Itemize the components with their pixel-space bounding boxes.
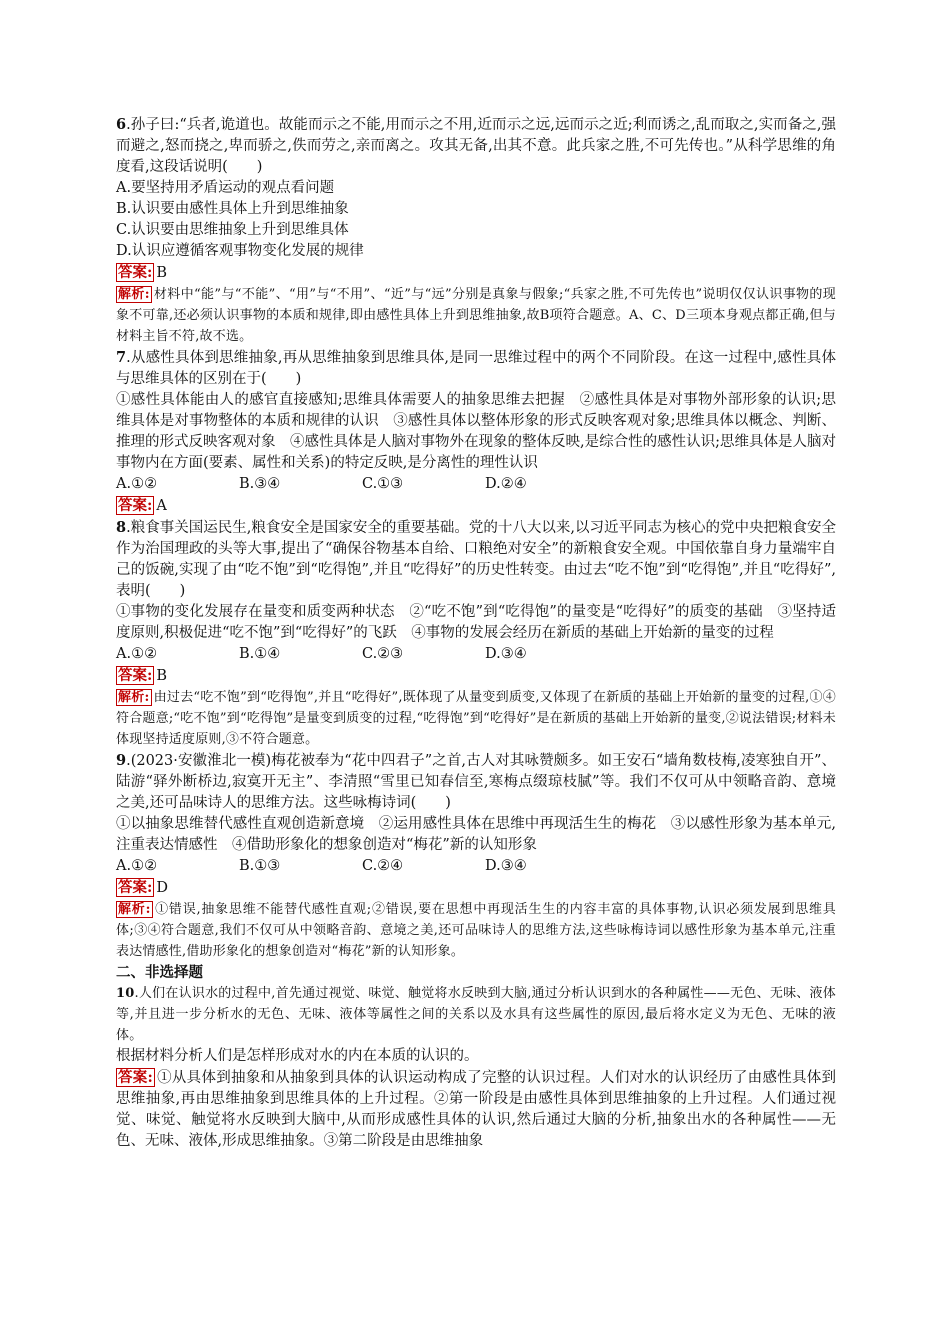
option-d: D.③④ [485,858,527,874]
option-c: C.②③ [362,646,404,662]
option-c: C.①③ [362,476,404,492]
option-b: B.①③ [239,858,281,874]
question-number: 8 [116,519,127,536]
question-8-items: ①事物的变化发展存在量变和质变两种状态 ②“吃不饱”到“吃得饱”的量变是“吃得好”的质变的基础 ③坚持适度原则,积极促进“吃不饱”到“吃得好”的飞跃 ④事物的发展会经历在新质的基础上开始新的量变的过程 [116,604,836,641]
question-10-stem: 10.人们在认识水的过程中,首先通过视觉、味觉、触觉将水反映到大脑,通过分析认识到水的各种属性——无色、无味、液体等,并且进一步分析水的无色、无味、液体等属性之间的关系以及水具有这些属性的原因,最后将水定义为无色、无味的液体。 [116,986,836,1043]
question-8-stem: 8.粮食事关国运民生,粮食安全是国家安全的重要基础。党的十八大以来,以习近平同志为核心的党中央把粮食安全作为治国理政的头等大事,提出了“确保谷物基本自给、口粮绝对安全”的新粮食安全观。中国依靠自身力量端牢自己的饭碗,实现了由“吃不饱”到“吃得饱”,并且“吃得好”的历史性转变。由过去“吃不饱”到“吃得饱”,并且“吃得好”,表明( ) [116,519,836,599]
answer-value: B [156,668,168,684]
answer-tag: 答案: [118,1069,153,1086]
question-number: 9 [116,752,127,769]
option-a: A.①② [116,476,158,492]
question-6-stem: 6.孙子曰:“兵者,诡道也。故能而示之不能,用而示之不用,近而示之远,远而示之近;利而诱之,乱而取之,实而备之,强而避之,怒而挠之,卑而骄之,佚而劳之,亲而离之。攻其无备,出其不意。此兵家之胜,不可先传也。”从科学思维的角度看,这段话说明( ) [116,116,836,175]
option-a: A.①② [116,858,158,874]
section-heading: 二、非选择题 [116,964,203,981]
answer-value: A [156,498,167,514]
answer-line [116,877,836,899]
option-b: B.①④ [239,646,281,662]
option-c: C.认识要由思维抽象上升到思维具体 [116,222,349,238]
question-number: 10 [116,986,135,1001]
question-7-stem: 7.从感性具体到思维抽象,再从思维抽象到思维具体,是同一思维过程中的两个不同阶段。在这一过程中,感性具体与思维具体的区别在于( ) [116,349,836,387]
option-c: C.②④ [362,858,404,874]
answer-tag: 答案: [118,497,153,514]
question-9-items: ①以抽象思维替代感性直观创造新意境 ②运用感性具体在思维中再现活生生的梅花 ③以感性形象为基本单元,注重表达情感性 ④借助形象化的想象创造对“梅花”新的认知形象 [116,816,836,853]
option-a: A.要坚持用矛盾运动的观点看问题 [116,180,335,196]
answer-line [116,665,836,687]
option-b: B.③④ [239,476,281,492]
answer-tag: 答案: [118,264,153,281]
explanation-tag: 解析: [118,690,150,705]
option-a: A.①② [116,646,158,662]
question-number: 6 [116,116,127,133]
explanation: 解析: 由过去“吃不饱”到“吃得饱”,并且“吃得好”,既体现了从量变到质变,又体现了在新质的基础上开始新的量变的过程,①④符合题意;“吃不饱”到“吃得饱”是量变到质变的过程,“吃得饱”到“吃得好”是在新质的基础上开始新的量变,②说法错误;材料未体现坚持适度原则,③不符合题意。 [116,690,837,747]
question-10-ask: 根据材料分析人们是怎样形成对水的内在本质的认识的。 [116,1048,479,1064]
explanation: 解析: 材料中“能”与“不能”、“用”与“不用”、“近”与“远”分别是真象与假象;“兵家之胜,不可先传也”说明仅仅认识事物的现象不可靠,还必须认识事物的本质和规律,即由感性具体上升到思维抽象,故B项符合题意。A、C、D三项本身观点都正确,但与材料主旨不符,故不选。 [116,287,836,344]
question-7-items: ①感性具体能由人的感官直接感知;思维具体需要人的抽象思维去把握 ②感性具体是对事物外部形象的认识;思维具体是对事物整体的本质和规律的认识 ③感性具体以整体形象的形式反映客观对象;思维具体以概念、判断、推理的形式反映客观对象 ④感性具体是人脑对事物外在现象的整体反映,是综合性的感性认识;思维具体是人脑对事物内在方面(要素、属性和关系)的特定反映,是分离性的理性认识 [116,392,836,471]
answer-tag: 答案: [118,879,153,896]
option-b: B.认识要由感性具体上升到思维抽象 [116,201,349,217]
question-number: 7 [116,349,127,366]
answer-line [116,1067,836,1152]
explanation: 解析: ①错误,抽象思维不能替代感性直观;②错误,要在思想中再现活生生的内容丰富的具体事物,认识必须发展到思维具体;③④符合题意,我们不仅可从中领略音韵、意境之美,还可品味诗人的思维方法,这些咏梅诗词以感性形象为基本单元,注重表达情感性,借助形象化的想象创造对“梅花”新的认知形象。 [116,902,836,959]
document-page [116,114,836,1152]
answer-value: D [156,880,168,896]
answer-value: B [156,265,168,281]
explanation-tag: 解析: [118,287,150,302]
answer-line [116,262,836,284]
options-row [116,644,836,665]
question-9-stem: 9.(2023·安徽淮北一模)梅花被奉为“花中四君子”之首,古人对其咏赞颇多。如王安石“墙角数枝梅,凌寒独自开”、陆游“驿外断桥边,寂寞开无主”、李清照“雪里已知春信至,寒梅点缀琼枝腻”等。我们不仅可从中领略音韵、意境之美,还可品味诗人的思维方法。这些咏梅诗词( ) [116,752,836,811]
options-row [116,856,836,877]
option-d: D.③④ [485,646,527,662]
option-d: D.认识应遵循客观事物变化发展的规律 [116,243,364,259]
answer-line [116,495,836,517]
option-d: D.②④ [485,476,527,492]
options-row [116,474,836,495]
explanation-tag: 解析: [118,902,151,917]
answer-value: ①从具体到抽象和从抽象到具体的认识运动构成了完整的认识过程。人们对水的认识经历了由感性具体到思维抽象,再由思维抽象到思维具体的上升过程。②第一阶段是由感性具体到思维抽象的上升过程。人们通过视觉、味觉、触觉将水反映到大脑中,从而形成感性具体的认识,然后通过大脑的分析,抽象出水的各种属性——无色、无味、液体,形成思维抽象。③第二阶段是由思维抽象 [116,1070,837,1149]
answer-tag: 答案: [118,667,153,684]
